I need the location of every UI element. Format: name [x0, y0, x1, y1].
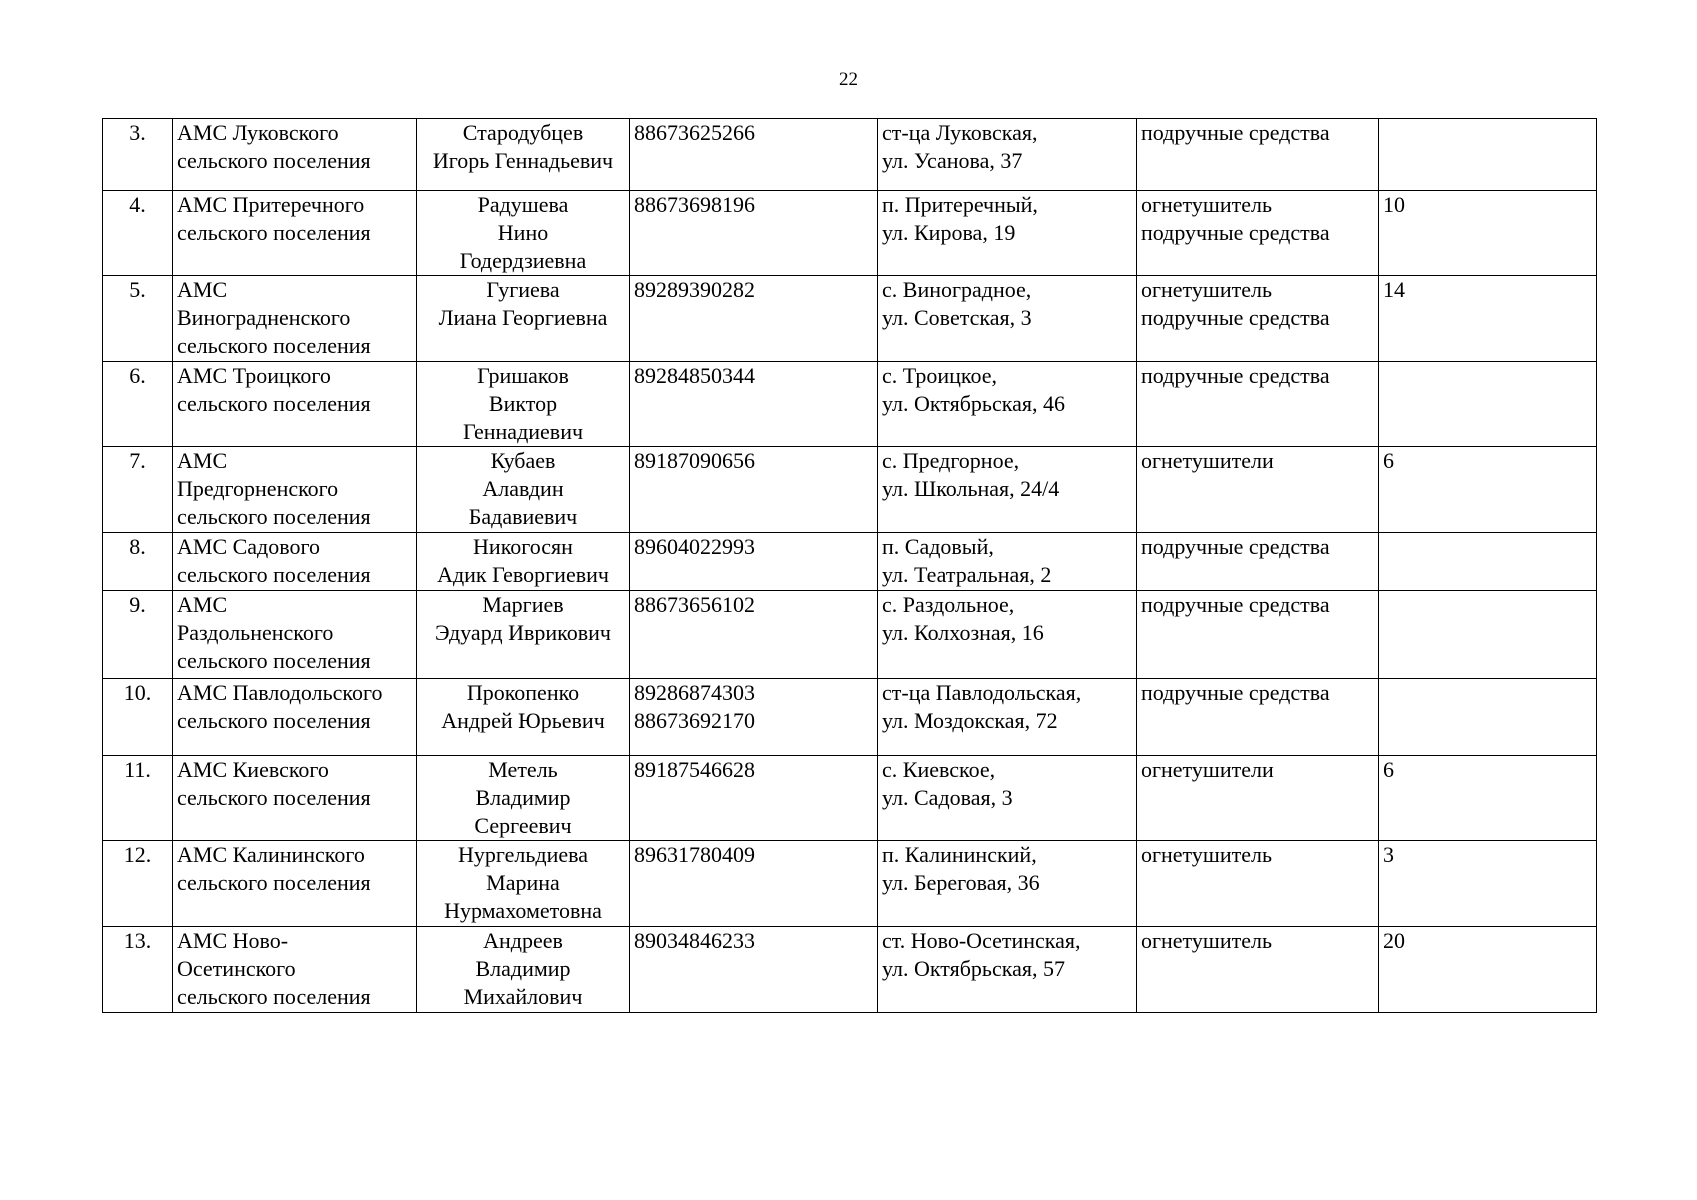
table-row — [103, 679, 1597, 756]
table-row — [103, 362, 1597, 447]
table-row — [103, 119, 1597, 191]
table-row — [103, 841, 1597, 927]
row-number: 5. — [103, 276, 173, 362]
address-cell: п. Садовый, ул. Театральная, 2 — [878, 533, 1137, 591]
address-cell: ст-ца Павлодольская, ул. Моздокская, 72 — [878, 679, 1137, 756]
means-cell: огнетушители — [1137, 756, 1379, 841]
contact-name-cell: Маргиев Эдуард Иврикович — [417, 591, 630, 679]
table-row — [103, 591, 1597, 679]
table-row — [103, 191, 1597, 276]
count-cell — [1379, 362, 1597, 447]
row-number: 10. — [103, 679, 173, 756]
row-number: 9. — [103, 591, 173, 679]
address-cell: ст. Ново-Осетинская, ул. Октябрьская, 57 — [878, 927, 1137, 1013]
count-cell — [1379, 679, 1597, 756]
table-row — [103, 533, 1597, 591]
phone-cell: 89286874303 88673692170 — [630, 679, 878, 756]
count-cell: 10 — [1379, 191, 1597, 276]
means-cell: огнетушитель подручные средства — [1137, 276, 1379, 362]
table-row — [103, 756, 1597, 841]
organization-cell: АМС Притеречного сельского поселения — [173, 191, 417, 276]
organization-cell: АМС Предгорненского сельского поселения — [173, 447, 417, 533]
contact-name-cell: Гришаков Виктор Геннадиевич — [417, 362, 630, 447]
address-cell: с. Раздольное, ул. Колхозная, 16 — [878, 591, 1137, 679]
contact-name-cell: Стародубцев Игорь Геннадьевич — [417, 119, 630, 191]
contact-name-cell: Радушева Нино Годердзиевна — [417, 191, 630, 276]
row-number: 11. — [103, 756, 173, 841]
means-cell: огнетушитель подручные средства — [1137, 191, 1379, 276]
table-row — [103, 276, 1597, 362]
means-cell: подручные средства — [1137, 533, 1379, 591]
contact-name-cell: Кубаев Алавдин Бадавиевич — [417, 447, 630, 533]
row-number: 4. — [103, 191, 173, 276]
count-cell: 6 — [1379, 756, 1597, 841]
contact-name-cell: Андреев Владимир Михайлович — [417, 927, 630, 1013]
organization-cell: АМС Киевского сельского поселения — [173, 756, 417, 841]
row-number: 12. — [103, 841, 173, 927]
means-cell: подручные средства — [1137, 119, 1379, 191]
organization-cell: АМС Садового сельского поселения — [173, 533, 417, 591]
contact-name-cell: Гугиева Лиана Георгиевна — [417, 276, 630, 362]
address-cell: с. Виноградное, ул. Советская, 3 — [878, 276, 1137, 362]
settlements-table — [102, 118, 1597, 1013]
contact-name-cell: Прокопенко Андрей Юрьевич — [417, 679, 630, 756]
phone-cell: 88673698196 — [630, 191, 878, 276]
address-cell: п. Калининский, ул. Береговая, 36 — [878, 841, 1137, 927]
page-number: 22 — [839, 69, 858, 90]
count-cell — [1379, 119, 1597, 191]
row-number: 3. — [103, 119, 173, 191]
contact-name-cell: Метель Владимир Сергеевич — [417, 756, 630, 841]
table-row — [103, 927, 1597, 1013]
organization-cell: АМС Троицкого сельского поселения — [173, 362, 417, 447]
count-cell: 20 — [1379, 927, 1597, 1013]
means-cell: огнетушитель — [1137, 927, 1379, 1013]
organization-cell: АМС Виноградненского сельского поселения — [173, 276, 417, 362]
address-cell: ст-ца Луковская, ул. Усанова, 37 — [878, 119, 1137, 191]
count-cell: 3 — [1379, 841, 1597, 927]
phone-cell: 89631780409 — [630, 841, 878, 927]
contact-name-cell: Нургельдиева Марина Нурмахометовна — [417, 841, 630, 927]
means-cell: подручные средства — [1137, 591, 1379, 679]
means-cell: подручные средства — [1137, 679, 1379, 756]
row-number: 6. — [103, 362, 173, 447]
row-number: 8. — [103, 533, 173, 591]
count-cell — [1379, 591, 1597, 679]
phone-cell: 88673625266 — [630, 119, 878, 191]
organization-cell: АМС Раздольненского сельского поселения — [173, 591, 417, 679]
row-number: 7. — [103, 447, 173, 533]
contact-name-cell: Никогосян Адик Геворгиевич — [417, 533, 630, 591]
count-cell — [1379, 533, 1597, 591]
organization-cell: АМС Ново- Осетинского сельского поселения — [173, 927, 417, 1013]
address-cell: п. Притеречный, ул. Кирова, 19 — [878, 191, 1137, 276]
phone-cell: 88673656102 — [630, 591, 878, 679]
phone-cell: 89284850344 — [630, 362, 878, 447]
table-row — [103, 447, 1597, 533]
phone-cell: 89187090656 — [630, 447, 878, 533]
address-cell: с. Троицкое, ул. Октябрьская, 46 — [878, 362, 1137, 447]
phone-cell: 89034846233 — [630, 927, 878, 1013]
address-cell: с. Киевское, ул. Садовая, 3 — [878, 756, 1137, 841]
organization-cell: АМС Луковского сельского поселения — [173, 119, 417, 191]
organization-cell: АМС Калининского сельского поселения — [173, 841, 417, 927]
means-cell: подручные средства — [1137, 362, 1379, 447]
phone-cell: 89289390282 — [630, 276, 878, 362]
means-cell: огнетушители — [1137, 447, 1379, 533]
phone-cell: 89604022993 — [630, 533, 878, 591]
phone-cell: 89187546628 — [630, 756, 878, 841]
organization-cell: АМС Павлодольского сельского поселения — [173, 679, 417, 756]
means-cell: огнетушитель — [1137, 841, 1379, 927]
count-cell: 6 — [1379, 447, 1597, 533]
row-number: 13. — [103, 927, 173, 1013]
address-cell: с. Предгорное, ул. Школьная, 24/4 — [878, 447, 1137, 533]
count-cell: 14 — [1379, 276, 1597, 362]
